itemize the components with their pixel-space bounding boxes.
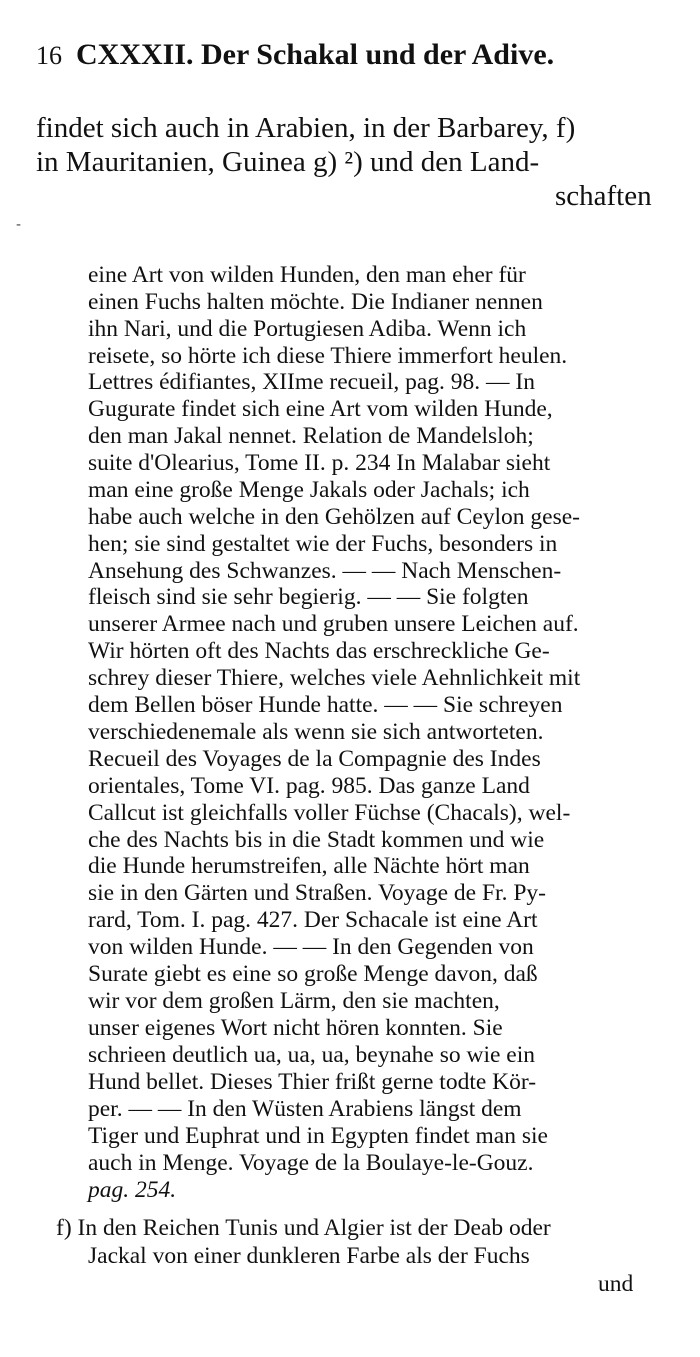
note-line: eine Art von wilden Hunden, den man eher für — [88, 262, 526, 288]
note-line: ihn Nari, und die Portugiesen Adiba. Wenn ich — [88, 316, 527, 342]
note-line: sie in den Gärten und Straßen. Voyage de Fr. Py- — [88, 880, 546, 906]
note-line: fleisch sind sie sehr begierig. — — Sie folgten — [88, 584, 529, 610]
page-number: 16 — [36, 41, 62, 70]
note-line: pag. 254. — [88, 1177, 177, 1203]
note-line: die Hunde herumstreifen, alle Nächte hört man — [88, 853, 530, 879]
note-line: Tiger und Euphrat und in Egypten findet man sie — [88, 1123, 548, 1149]
footnote-line: Jackal von einer dunkleren Farbe als der Fuchs — [88, 1243, 530, 1269]
note-line: hen; sie sind gestaltet wie der Fuchs, besonders in — [88, 531, 558, 557]
note-line: Surate giebt es eine so große Menge davon, daß — [88, 961, 538, 987]
note-line: Lettres édifiantes, XIIme recueil, pag. 98. — In — [88, 369, 535, 395]
catchword: schaften — [555, 180, 652, 212]
note-line: dem Bellen böser Hunde hatte. — — Sie schreyen — [88, 692, 563, 718]
body-line: findet sich auch in Arabien, in der Barbarey, f) — [36, 112, 576, 144]
note-line: unser eigenes Wort nicht hören konnten. Sie — [88, 1015, 503, 1041]
note-line: suite d'Olearius, Tome II. p. 234 In Malabar sieht — [88, 450, 551, 476]
note-line: den man Jakal nennet. Relation de Mandelsloh; — [88, 423, 534, 449]
note-line: unserer Armee nach und gruben unsere Leichen auf. — [88, 611, 579, 637]
note-line: Hund bellet. Dieses Thier frißt gerne todte Kör- — [88, 1069, 537, 1095]
note-line: Ansehung des Schwanzes. — — Nach Menschen- — [88, 558, 562, 584]
note-line: einen Fuchs halten möchte. Die Indianer nennen — [88, 289, 543, 315]
body-line: in Mauritanien, Guinea g) ²) und den Land- — [36, 146, 540, 178]
note-line: Gugurate findet sich eine Art vom wilden Hunde, — [88, 396, 553, 422]
note-line: schrieen deutlich ua, ua, ua, beynahe so wie ein — [88, 1042, 535, 1068]
note-line: verschiedenemale als wenn sie sich antworteten. — [88, 719, 544, 745]
note-line: rard, Tom. I. pag. 427. Der Schacale ist eine Art — [88, 907, 538, 933]
note-line: orientales, Tome VI. pag. 985. Das ganze Land — [88, 773, 530, 799]
note-line: per. — — In den Wüsten Arabiens längst dem — [88, 1096, 522, 1122]
note-line: che des Nachts bis in die Stadt kommen und wie — [88, 827, 545, 853]
note-line: man eine große Menge Jakals oder Jachals; ich — [88, 477, 530, 503]
note-line: Callcut ist gleichfalls voller Füchse (Chacals), wel- — [88, 800, 571, 826]
note-line: auch in Menge. Voyage de la Boulaye-le-Gouz. — [88, 1150, 534, 1176]
note-line: wir vor dem großen Lärm, den sie machten, — [88, 988, 500, 1014]
chapter-title: CXXXII. Der Schakal und der Adive. — [76, 38, 555, 71]
margin-dash: - — [16, 217, 22, 233]
note-line: Recueil des Voyages de la Compagnie des Indes — [88, 746, 541, 772]
note-line: schrey dieser Thiere, welches viele Aehnlichkeit mit — [88, 665, 581, 691]
note-line: Wir hörten oft des Nachts das erschreckliche Ge- — [88, 638, 550, 664]
note-line: reisete, so hörte ich diese Thiere immerfort heulen. — [88, 343, 568, 369]
catchword: und — [598, 1271, 634, 1297]
running-header — [36, 38, 676, 72]
footnote-line: f) In den Reichen Tunis und Algier ist der Deab oder — [56, 1215, 551, 1241]
note-line: habe auch welche in den Gehölzen auf Ceylon gese- — [88, 504, 580, 530]
note-line: von wilden Hunde. — — In den Gegenden von — [88, 934, 534, 960]
